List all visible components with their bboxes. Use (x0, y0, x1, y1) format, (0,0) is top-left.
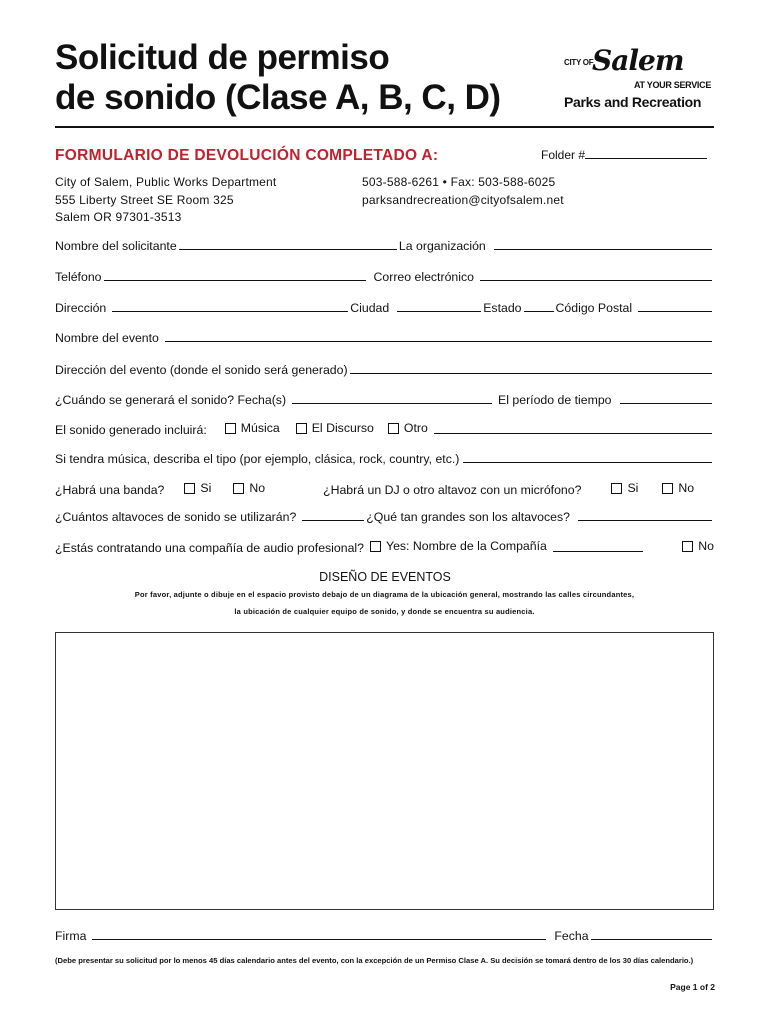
checkbox-box[interactable] (662, 483, 673, 494)
speakers-size-field[interactable] (578, 510, 712, 521)
email-field[interactable] (480, 270, 712, 281)
checkbox-box[interactable] (370, 541, 381, 552)
checkbox-box[interactable] (233, 483, 244, 494)
checkbox-box[interactable] (388, 423, 399, 434)
logo-salem: Salem (592, 44, 684, 77)
address-line-2: 555 Liberty Street SE Room 325 (55, 192, 234, 207)
date-label: Fecha (554, 929, 589, 943)
row-sound-includes (55, 421, 714, 437)
logo-city-of: CITY OF (564, 58, 594, 67)
state-field[interactable] (524, 301, 554, 312)
sound-includes-label: El sonido generado incluirá: (55, 422, 207, 437)
contact-info (362, 174, 564, 209)
band-yes-label: Si (200, 481, 212, 495)
signature-label: Firma (55, 929, 87, 943)
row-address (55, 301, 714, 315)
when-dates-label: ¿Cuándo se generará el sonido? Fecha(s) (55, 393, 287, 407)
row-phone (55, 270, 714, 284)
folder-label: Folder # (541, 148, 586, 162)
company-no-label: No (698, 539, 714, 553)
phone-fax: 503-588-6261 • Fax: 503-588-6025 (362, 175, 556, 189)
company-no-checkbox[interactable] (682, 539, 714, 553)
checkbox-box[interactable] (184, 483, 195, 494)
organization-label: La organización (398, 239, 486, 253)
design-instruction-2: la ubicación de cualquier equipo de sonido, y donde se encuentra su audiencia. (234, 607, 535, 616)
dj-yes-label: Si (627, 481, 639, 495)
checkbox-box[interactable] (611, 483, 622, 494)
checkbox-box[interactable] (296, 423, 307, 434)
audio-company-question: ¿Estás contratando una compañía de audio profesional? (55, 540, 364, 555)
dj-no-label: No (678, 481, 695, 495)
logo-parks-and-recreation: Parks and Recreation (564, 94, 702, 110)
title-line-1: Solicitud de permiso (55, 38, 390, 77)
event-name-field[interactable] (165, 331, 712, 342)
date-field[interactable] (591, 929, 712, 940)
applicant-name-field[interactable] (179, 239, 397, 250)
city-field[interactable] (397, 301, 481, 312)
row-event-address (55, 363, 714, 377)
row-band-dj (55, 481, 714, 497)
company-yes-checkbox[interactable] (370, 539, 547, 553)
row-audio-company (55, 539, 714, 555)
music-label: Música (240, 421, 280, 435)
address-line-3: Salem OR 97301-3513 (55, 210, 182, 224)
phone-label: Teléfono (55, 270, 102, 284)
contact-email: parksandrecreation@cityofsalem.net (362, 192, 564, 207)
when-dates-field[interactable] (292, 393, 492, 404)
band-no-checkbox[interactable] (233, 481, 265, 495)
dj-yes-checkbox[interactable] (611, 481, 638, 495)
music-checkbox[interactable] (225, 421, 280, 435)
mailing-address (55, 174, 276, 227)
email-label: Correo electrónico (373, 270, 474, 284)
event-address-label: Dirección del evento (donde el sonido será generado) (55, 363, 348, 377)
phone-field[interactable] (104, 270, 366, 281)
design-instruction-1: Por favor, adjunte o dibuje en el espacio provisto debajo de un diagrama de la ubicación general, mostrando las calles circundantes, (134, 590, 635, 599)
row-music-type (55, 452, 714, 466)
row-speakers (55, 510, 714, 524)
speech-checkbox[interactable] (296, 421, 374, 435)
folder-field[interactable] (541, 148, 707, 162)
band-question: ¿Habrá una banda? (55, 482, 165, 497)
dj-question: ¿Habrá un DJ o otro altavoz con un micrófono? (323, 482, 582, 497)
signature-field[interactable] (92, 929, 546, 940)
title-line-2: de sonido (Clase A, B, C, D) (55, 78, 501, 117)
band-yes-checkbox[interactable] (184, 481, 211, 495)
city-of-salem-logo (562, 44, 722, 114)
company-yes-label: Yes: Nombre de la Compañía (386, 539, 547, 553)
state-label: Estado (483, 301, 522, 315)
row-applicant (55, 239, 714, 253)
other-field[interactable] (434, 423, 712, 434)
checkbox-box[interactable] (225, 423, 236, 434)
row-event-name (55, 331, 714, 345)
speakers-count-label: ¿Cuántos altavoces de sonido se utilizarán? (55, 510, 297, 524)
return-heading: FORMULARIO DE DEVOLUCIÓN COMPLETADO A: (55, 147, 439, 164)
other-label: Otro (403, 421, 428, 435)
band-no-label: No (249, 481, 266, 495)
address-line-1: City of Salem, Public Works Department (55, 175, 277, 189)
page-number: Page 1 of 2 (670, 982, 715, 992)
organization-field[interactable] (494, 239, 712, 250)
design-title: DISEÑO DE EVENTOS (319, 570, 451, 584)
diagram-drawing-area[interactable] (55, 632, 714, 910)
time-period-field[interactable] (620, 393, 712, 404)
zip-label: Código Postal (555, 301, 633, 315)
event-name-label: Nombre del evento (55, 331, 159, 345)
logo-at-your-service: AT YOUR SERVICE (634, 80, 712, 90)
header-divider (55, 126, 714, 128)
row-when (55, 393, 714, 407)
address-field[interactable] (112, 301, 348, 312)
time-period-label: El período de tiempo (498, 393, 612, 407)
submission-footnote: (Debe presentar su solicitud por lo menos 45 días calendario antes del evento, con la excepción de un Permiso Clase A. Su decisión se tomará dentro de los 30 días calendario.) (55, 956, 694, 965)
other-checkbox[interactable] (388, 421, 428, 435)
music-type-label: Si tendra música, describa el tipo (por ejemplo, clásica, rock, country, etc.) (55, 452, 460, 466)
company-name-field[interactable] (553, 541, 643, 552)
city-label: Ciudad (350, 301, 390, 315)
speech-label: El Discurso (311, 421, 374, 435)
address-label: Dirección (55, 301, 107, 315)
row-signature (55, 929, 714, 943)
checkbox-box[interactable] (682, 541, 693, 552)
music-type-field[interactable] (463, 452, 712, 463)
zip-field[interactable] (638, 301, 712, 312)
applicant-name-label: Nombre del solicitante (55, 239, 177, 253)
speakers-count-field[interactable] (302, 510, 364, 521)
speakers-size-label: ¿Qué tan grandes son los altavoces? (366, 510, 571, 524)
event-address-field[interactable] (350, 363, 712, 374)
page-title (55, 38, 501, 118)
dj-no-checkbox[interactable] (662, 481, 694, 495)
